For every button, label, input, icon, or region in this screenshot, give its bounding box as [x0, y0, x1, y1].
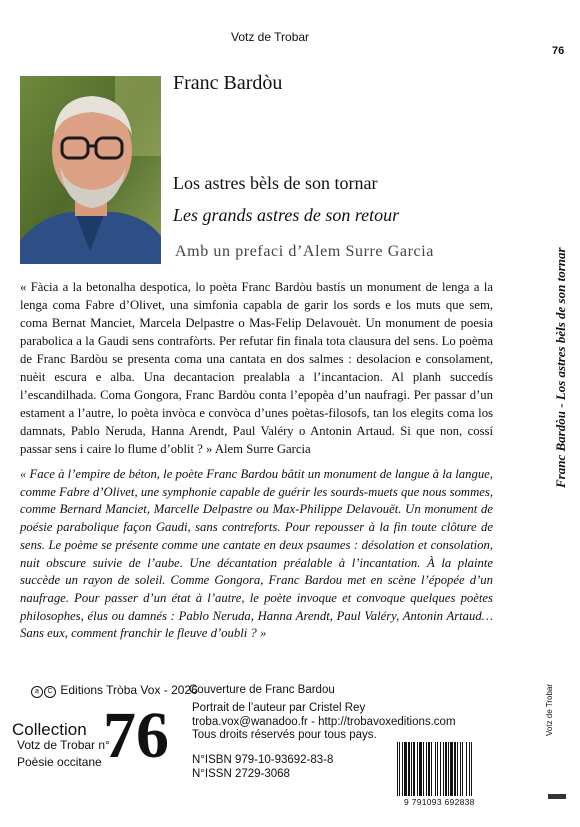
title-french: Les grands astres de son retour [173, 205, 400, 225]
blurb-french: « Face à l’empire de béton, le poète Franc Bardou bâtit un monument de langue à la langue, comme Fabre d’Olivet, une symphonie capable de guérir les sourds-muets que nous sommes, comme Bernard Manciet, Marcelle Delpastre ou Max-Philippe Delavouët. Un monument de poésie parabolique façon Gaudi, sans contreforts. Pour repousser à la fin toute clôture de sens. Le poème se présente comme une cantate en deux psaumes : désolation et consolation, nuit obscure suivie de l’aube. Une décantation préalable à l’incantation. À la plainte succède un rayon de soleil. Comme Gongora, Franc Bardou met en scène l’épopée d’un naufrage. Pour passer d’un état à l’autre, le poète invoque et convoque quelques poètes philosophes, élus ou damnés : Pablo Neruda, Hanna Arendt, Paul Valéry, Antonin Artaud… Sans eux, comment franchir le fleuve d’oubli ? » [20, 467, 493, 641]
cover-credit: Couverture de Franc Bardou [189, 684, 335, 696]
contact-line: troba.vox@wanadoo.fr - http://trobavoxeditions.com [192, 715, 456, 728]
title-occitan: Los astres bèls de son tornar [173, 173, 378, 193]
preface-line: Amb un prefaci d’Alem Surre Garcia [175, 243, 434, 260]
collection-series: Votz de Trobar n° [17, 738, 110, 752]
author-name: Franc Bardòu [173, 72, 283, 94]
copyright-text: Editions Tròba Vox - 2026 [60, 683, 198, 697]
portrait-credit: Portrait de l’auteur par Cristel Rey [192, 702, 366, 714]
series-header: Votz de Trobar [231, 30, 310, 44]
isbn-barcode [395, 742, 481, 796]
collection-number: 76 [103, 699, 169, 772]
spine-title [553, 247, 569, 488]
collection-number-header: 76 [552, 45, 565, 57]
author-photo [20, 76, 161, 264]
symbol-a: a [31, 686, 43, 698]
copyright-symbol: C [44, 686, 56, 698]
collection-label: Collection [12, 720, 87, 739]
publisher-logo [548, 794, 566, 799]
rights-line: Tous droits réservés pour tous pays. [192, 729, 377, 741]
issn-line: N°ISSN 2729-3068 [192, 768, 290, 780]
blurb-occitan: « Fàcia a la betonalha despotica, lo poèta Franc Bardòu bastís un monument de lenga a la lenga coma Fabre d’Olivet, una simfonia capabla de garir los sords e los muts que sem, coma Bernat Manciet, Marcela Delpastre o Mas-Felip Delavouèt. Un monument de poesia parabolica a la Gaudi sens contrafòrts. Per refutar fin finala tota clausura del sens. Lo poèma de Franc Bardòu se presenta coma una cantata en dos salmes : desolacion e consolament, nuèit escura e alba. Una decantacion prealabla a l’incantacion. Al planh succedís l’escandilhada. Coma Gongora, Franc Bardòu conta l’epopèa d’un naufragi. Per passar d’un estament a l’autre, lo poèta invòca e convòca d’unes poètas-filosofs, tan los elegits coma los damnats, Pablo Neruda, Hanna Arendt, Paul Valéry o Antonin Artaud. Si que non, cossí passar sens i caire lo flume d’oblit ? » Alem Surre Garcia [20, 280, 493, 456]
spine-series: Votz de Trobar [545, 683, 554, 736]
publisher-info [192, 702, 456, 743]
isbn-line: N°ISBN 979-10-93692-83-8 [192, 754, 334, 766]
collection-language: Poèsie occitane [17, 755, 102, 769]
barcode-digits: 9 791093 692838 [404, 797, 475, 807]
spine-title-text: Franc Bardòu - Los astres bèls de son tornar [553, 247, 568, 488]
